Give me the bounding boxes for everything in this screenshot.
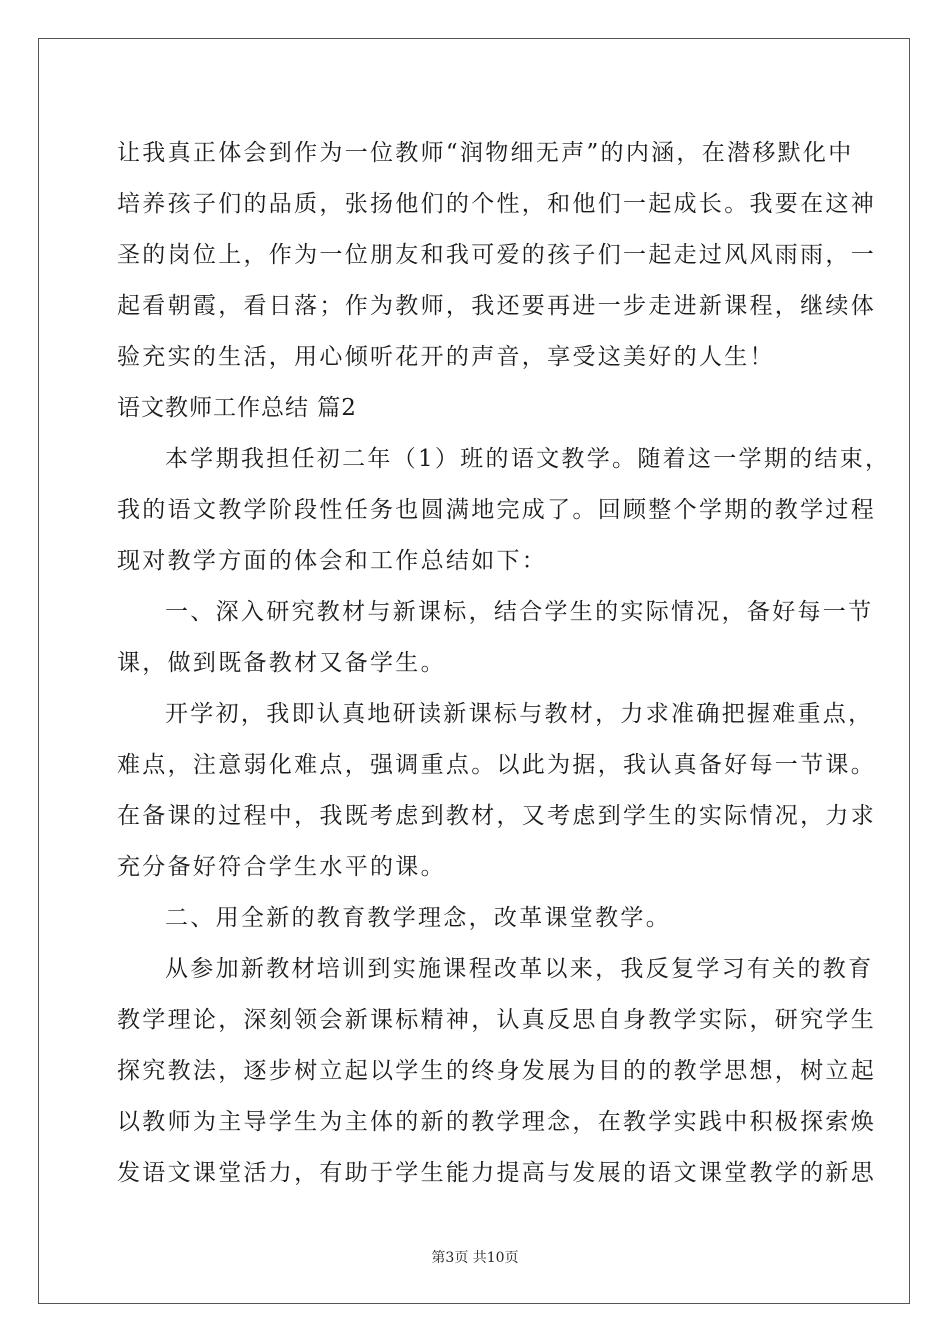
- text-line: 探究教法，逐步树立起以学生的终身发展为目的的教学思想，树立起: [117, 1058, 876, 1084]
- text-line: 培养孩子们的品质，张扬他们的个性，和他们一起成长。我要在这神: [117, 191, 876, 217]
- text-line: 从参加新教材培训到实施课程改革以来，我反复学习有关的教育: [165, 956, 874, 982]
- text-line: 起看朝霞，看日落；作为教师，我还要再进一步走进新课程，继续体: [117, 293, 876, 319]
- text-line: 课，做到既备教材又备学生。: [117, 650, 446, 676]
- section-heading: 语文教师工作总结 篇2: [117, 395, 357, 421]
- text-line: 现对教学方面的体会和工作总结如下：: [117, 548, 548, 574]
- text-line: 我的语文教学阶段性任务也圆满地完成了。回顾整个学期的教学过程: [117, 497, 876, 523]
- text-line: 充分备好符合学生水平的课。: [117, 854, 446, 880]
- text-line: 一、深入研究教材与新课标，结合学生的实际情况，备好每一节: [165, 599, 874, 625]
- document-body: [117, 128, 891, 1199]
- text-line: 发语文课堂活力，有助于学生能力提高与发展的语文课堂教学的新思: [117, 1160, 876, 1186]
- text-line: 让我真正体会到作为一位教师“润物细无声”的内涵，在潜移默化中: [117, 140, 854, 166]
- text-line: 圣的岗位上，作为一位朋友和我可爱的孩子们一起走过风风雨雨，一: [117, 242, 876, 268]
- text-line: 以教师为主导学生为主体的新的教学理念，在教学实践中积极探索焕: [117, 1109, 876, 1135]
- page-number: 第3页 共10页: [431, 1250, 519, 1266]
- text-line: 开学初，我即认真地研读新课标与教材，力求准确把握难重点，: [165, 701, 874, 727]
- text-line: 教学理论，深刻领会新课标精神，认真反思自身教学实际，研究学生: [117, 1007, 876, 1033]
- text-line: 在备课的过程中，我既考虑到教材，又考虑到学生的实际情况，力求: [117, 803, 876, 829]
- text-line: 验充实的生活，用心倾听花开的声音，享受这美好的人生！: [117, 344, 775, 370]
- text-line: 难点，注意弱化难点，强调重点。以此为据，我认真备好每一节课。: [117, 752, 876, 778]
- text-line: 本学期我担任初二年（1）班的语文教学。随着这一学期的结束，: [165, 446, 891, 472]
- text-line: 二、用全新的教育教学理念，改革课堂教学。: [165, 905, 671, 931]
